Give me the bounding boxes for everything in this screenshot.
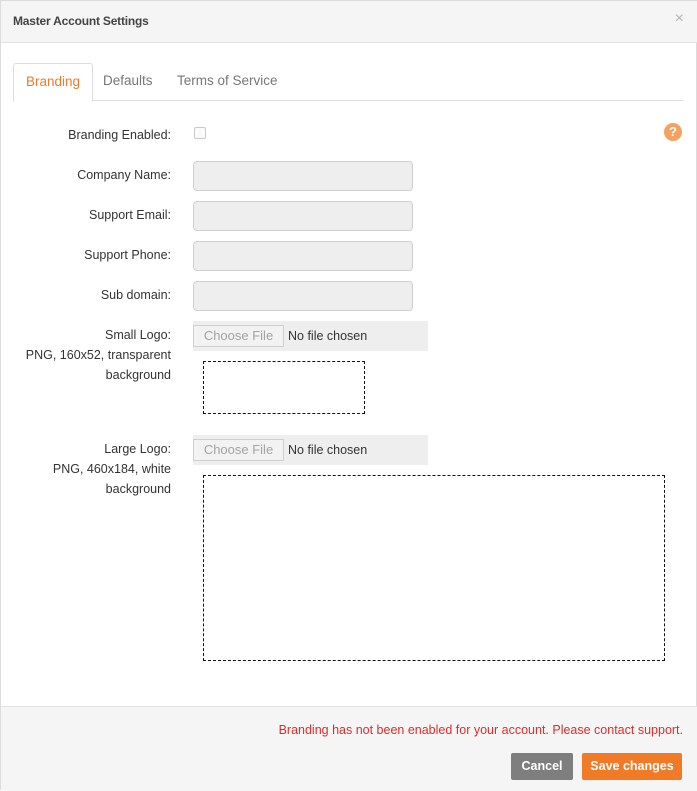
cancel-button[interactable]: Cancel bbox=[511, 753, 573, 780]
close-icon[interactable]: × bbox=[674, 10, 684, 27]
branding-error-message: Branding has not been enabled for your account. Please contact support. bbox=[278, 723, 683, 737]
modal-title: Master Account Settings bbox=[13, 14, 149, 28]
branding-enabled-label: Branding Enabled: bbox=[68, 128, 171, 142]
large-logo-label: Large Logo: bbox=[104, 442, 171, 456]
small-logo-preview bbox=[203, 361, 365, 414]
company-name-input[interactable] bbox=[193, 161, 413, 191]
company-name-label: Company Name: bbox=[77, 168, 171, 182]
small-logo-label: Small Logo: bbox=[104, 328, 171, 342]
tab-defaults[interactable]: Defaults bbox=[103, 73, 153, 88]
modal-header bbox=[1, 1, 697, 43]
large-logo-file-input bbox=[193, 435, 428, 465]
large-logo-preview bbox=[203, 475, 665, 661]
support-phone-label: Support Phone: bbox=[84, 248, 171, 262]
large-logo-format-label: PNG, 460x184, white bbox=[52, 462, 171, 476]
question-circle-icon[interactable]: ? bbox=[664, 123, 682, 141]
large-logo-file-status: No file chosen bbox=[288, 443, 368, 457]
small-logo-background-label: background bbox=[105, 368, 171, 382]
support-email-label: Support Email: bbox=[89, 208, 171, 222]
branding-enabled-checkbox[interactable] bbox=[194, 127, 206, 139]
small-logo-file-status: No file chosen bbox=[288, 329, 368, 343]
modal-footer bbox=[1, 706, 697, 791]
settings-tabs bbox=[13, 63, 683, 101]
small-logo-file-input bbox=[193, 321, 428, 351]
save-changes-button[interactable]: Save changes bbox=[582, 753, 682, 780]
tab-branding[interactable]: Branding bbox=[13, 63, 93, 102]
support-email-input[interactable] bbox=[193, 201, 413, 231]
large-logo-choose-file-button[interactable]: Choose File bbox=[193, 439, 284, 461]
small-logo-format-label: PNG, 160x52, transparent bbox=[25, 348, 171, 362]
support-phone-input[interactable] bbox=[193, 241, 413, 271]
large-logo-background-label: background bbox=[105, 482, 171, 496]
sub-domain-input[interactable] bbox=[193, 281, 413, 311]
sub-domain-label: Sub domain: bbox=[100, 288, 171, 302]
small-logo-choose-file-button[interactable]: Choose File bbox=[193, 325, 284, 347]
tab-terms-of-service[interactable]: Terms of Service bbox=[177, 73, 278, 88]
